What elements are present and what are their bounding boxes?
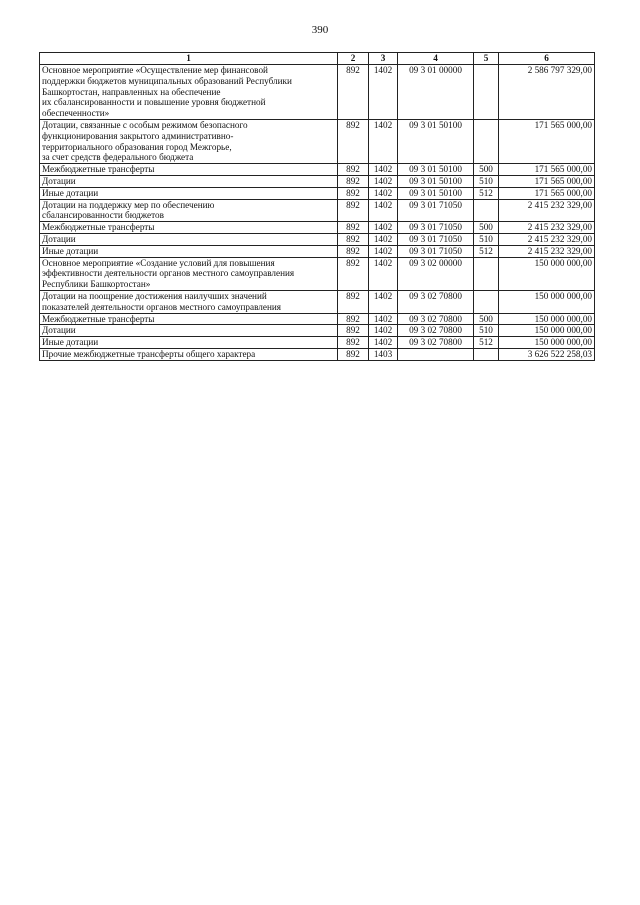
cell-name: Иные дотации [40, 187, 338, 199]
cell-rzpr: 1402 [369, 175, 398, 187]
cell-sum: 171 565 000,00 [499, 175, 595, 187]
cell-grbs: 892 [338, 257, 369, 290]
cell-grbs: 892 [338, 199, 369, 222]
cell-csr: 09 3 01 71050 [398, 199, 474, 222]
cell-name: Дотации на поощрение достижения наилучших значений показателей деятельности органов местного самоуправления [40, 290, 338, 313]
cell-name: Дотации [40, 175, 338, 187]
cell-sum: 150 000 000,00 [499, 325, 595, 337]
cell-name: Межбюджетные трансферты [40, 313, 338, 325]
budget-table [39, 52, 595, 361]
cell-sum: 2 415 232 329,00 [499, 222, 595, 234]
column-header-3: 3 [369, 53, 398, 65]
cell-csr: 09 3 01 50100 [398, 187, 474, 199]
cell-grbs: 892 [338, 233, 369, 245]
table-row [40, 222, 595, 234]
table-header [40, 53, 595, 65]
cell-name: Прочие межбюджетные трансферты общего характера [40, 348, 338, 360]
table-row [40, 245, 595, 257]
cell-name: Дотации [40, 233, 338, 245]
table-row [40, 175, 595, 187]
cell-vr [474, 348, 499, 360]
cell-sum: 171 565 000,00 [499, 187, 595, 199]
cell-csr: 09 3 01 71050 [398, 233, 474, 245]
cell-rzpr: 1402 [369, 313, 398, 325]
cell-vr [474, 257, 499, 290]
cell-vr: 512 [474, 245, 499, 257]
cell-rzpr: 1402 [369, 337, 398, 349]
cell-rzpr: 1402 [369, 245, 398, 257]
cell-vr: 500 [474, 164, 499, 176]
cell-sum: 2 415 232 329,00 [499, 233, 595, 245]
cell-rzpr: 1402 [369, 290, 398, 313]
cell-vr: 500 [474, 222, 499, 234]
table-body [40, 65, 595, 361]
cell-grbs: 892 [338, 222, 369, 234]
cell-grbs: 892 [338, 245, 369, 257]
table-row [40, 65, 595, 120]
cell-grbs: 892 [338, 119, 369, 163]
cell-csr: 09 3 02 70800 [398, 290, 474, 313]
cell-csr: 09 3 01 00000 [398, 65, 474, 120]
cell-sum: 171 565 000,00 [499, 164, 595, 176]
cell-grbs: 892 [338, 290, 369, 313]
cell-csr: 09 3 02 00000 [398, 257, 474, 290]
cell-grbs: 892 [338, 175, 369, 187]
table-row [40, 348, 595, 360]
table-row [40, 187, 595, 199]
cell-vr [474, 119, 499, 163]
cell-name: Основное мероприятие «Осуществление мер финансовой поддержки бюджетов муниципальных образований Республики Башкортостан, направленных на обеспечение их сбалансированности и повышение уровня бюджетной обеспеченности» [40, 65, 338, 120]
cell-csr: 09 3 01 50100 [398, 175, 474, 187]
table-row [40, 233, 595, 245]
cell-rzpr: 1402 [369, 199, 398, 222]
table-row [40, 119, 595, 163]
column-header-1: 1 [40, 53, 338, 65]
cell-sum: 171 565 000,00 [499, 119, 595, 163]
cell-grbs: 892 [338, 337, 369, 349]
cell-name: Межбюджетные трансферты [40, 222, 338, 234]
cell-name: Дотации, связанные с особым режимом безопасного функционирования закрытого административно- территориального образования город Межгорье, за счет средств федерального бюджета [40, 119, 338, 163]
column-header-5: 5 [474, 53, 499, 65]
cell-csr: 09 3 02 70800 [398, 325, 474, 337]
cell-name: Основное мероприятие «Создание условий для повышения эффективности деятельности органов местного самоуправления Республики Башкортостан» [40, 257, 338, 290]
cell-vr: 510 [474, 325, 499, 337]
table-row [40, 257, 595, 290]
cell-csr [398, 348, 474, 360]
cell-rzpr: 1402 [369, 222, 398, 234]
cell-rzpr: 1402 [369, 164, 398, 176]
cell-vr [474, 290, 499, 313]
cell-sum: 2 415 232 329,00 [499, 245, 595, 257]
cell-vr: 512 [474, 337, 499, 349]
cell-vr [474, 199, 499, 222]
cell-sum: 2 415 232 329,00 [499, 199, 595, 222]
cell-vr: 512 [474, 187, 499, 199]
cell-vr: 510 [474, 233, 499, 245]
column-header-4: 4 [398, 53, 474, 65]
cell-sum: 150 000 000,00 [499, 257, 595, 290]
cell-name: Иные дотации [40, 245, 338, 257]
cell-grbs: 892 [338, 65, 369, 120]
cell-grbs: 892 [338, 348, 369, 360]
page-number: 390 [311, 24, 329, 36]
cell-name: Межбюджетные трансферты [40, 164, 338, 176]
cell-csr: 09 3 02 70800 [398, 313, 474, 325]
cell-sum: 150 000 000,00 [499, 290, 595, 313]
table-row [40, 337, 595, 349]
cell-vr [474, 65, 499, 120]
cell-vr: 500 [474, 313, 499, 325]
cell-sum: 2 586 797 329,00 [499, 65, 595, 120]
table-row [40, 164, 595, 176]
cell-sum: 150 000 000,00 [499, 313, 595, 325]
cell-sum: 150 000 000,00 [499, 337, 595, 349]
cell-csr: 09 3 01 71050 [398, 222, 474, 234]
table-row [40, 325, 595, 337]
cell-grbs: 892 [338, 187, 369, 199]
table-row [40, 290, 595, 313]
column-header-6: 6 [499, 53, 595, 65]
cell-sum: 3 626 522 258,03 [499, 348, 595, 360]
cell-name: Дотации [40, 325, 338, 337]
table-row [40, 199, 595, 222]
cell-name: Иные дотации [40, 337, 338, 349]
cell-csr: 09 3 01 71050 [398, 245, 474, 257]
cell-rzpr: 1402 [369, 257, 398, 290]
cell-grbs: 892 [338, 325, 369, 337]
cell-rzpr: 1402 [369, 119, 398, 163]
table-row [40, 313, 595, 325]
cell-rzpr: 1403 [369, 348, 398, 360]
cell-rzpr: 1402 [369, 65, 398, 120]
column-header-2: 2 [338, 53, 369, 65]
cell-rzpr: 1402 [369, 187, 398, 199]
cell-grbs: 892 [338, 164, 369, 176]
cell-name: Дотации на поддержку мер по обеспечению сбалансированности бюджетов [40, 199, 338, 222]
cell-csr: 09 3 01 50100 [398, 164, 474, 176]
cell-csr: 09 3 01 50100 [398, 119, 474, 163]
cell-rzpr: 1402 [369, 325, 398, 337]
cell-csr: 09 3 02 70800 [398, 337, 474, 349]
header-row [40, 53, 595, 65]
cell-grbs: 892 [338, 313, 369, 325]
cell-vr: 510 [474, 175, 499, 187]
cell-rzpr: 1402 [369, 233, 398, 245]
